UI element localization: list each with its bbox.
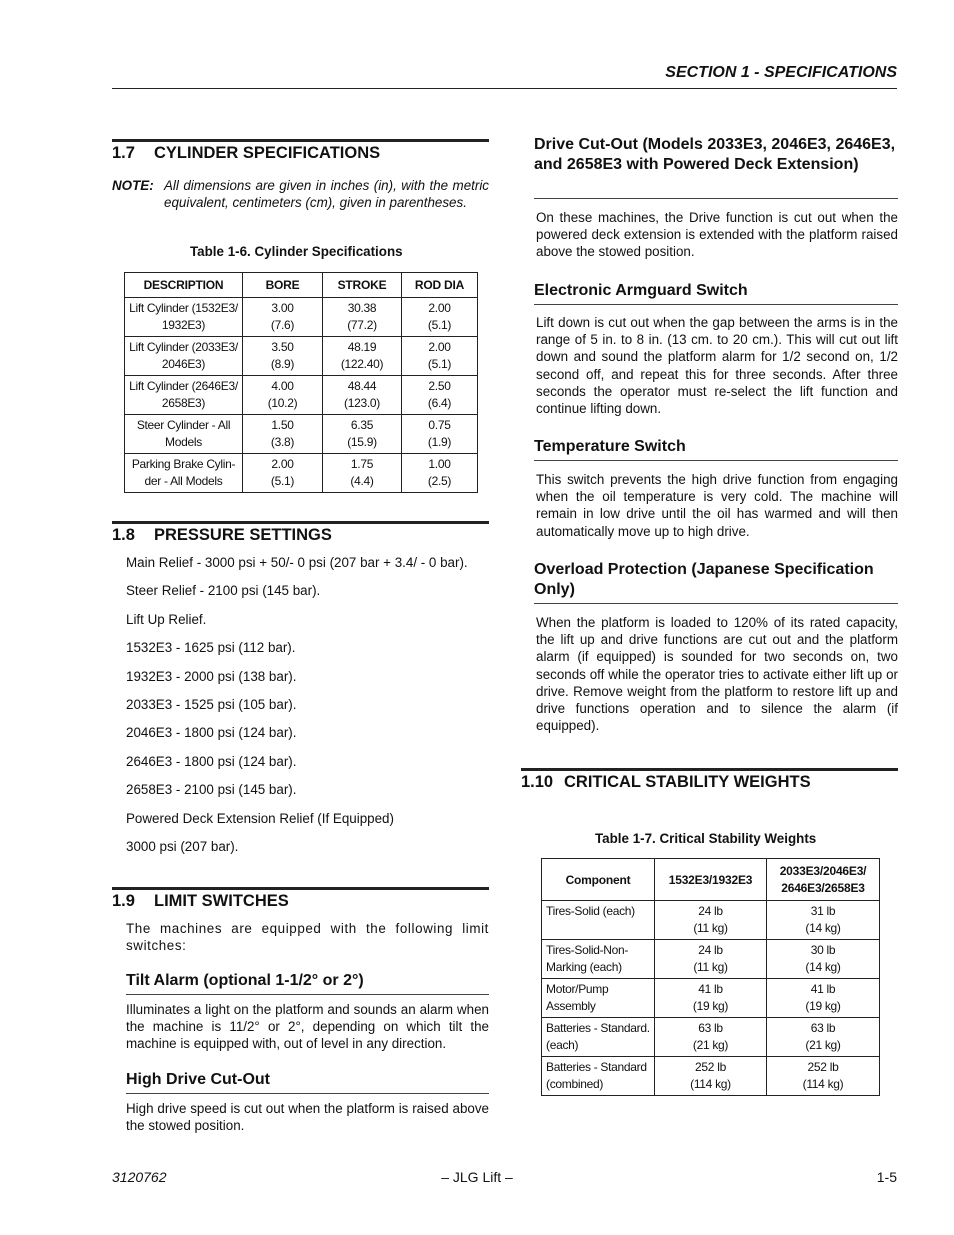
cell-line: 63 lb: [810, 1021, 836, 1035]
cell-line: Batteries - Standard: [546, 1060, 647, 1074]
table-row: [125, 337, 478, 376]
subheading-rule: [534, 304, 898, 305]
temperature-text: This switch prevents the high drive function from engaging when the oil temperature is very cold. The machine will remain in low drive until the oil has warmed and will then automatically move up to high drive.: [536, 472, 898, 539]
pressure-line: Powered Deck Extension Relief (If Equipped): [126, 811, 394, 826]
column-header: ROD DIA: [402, 273, 478, 298]
section-heading-stability: [521, 773, 811, 792]
pressure-line: Steer Relief - 2100 psi (145 bar).: [126, 583, 321, 598]
cell-line: (122.40): [340, 357, 384, 371]
cell-line: Models: [165, 435, 202, 449]
cell-weight-large: [767, 1057, 880, 1096]
table-row: [125, 376, 478, 415]
cell-line: (5.1): [427, 357, 452, 371]
pressure-line: 2046E3 - 1800 psi (124 bar).: [126, 725, 297, 740]
pressure-line: 2646E3 - 1800 psi (124 bar).: [126, 754, 297, 769]
cell-line: 2.00: [428, 301, 451, 315]
cell-line: (114 kg): [802, 1077, 844, 1091]
cell-line: (21 kg): [692, 1038, 729, 1052]
pressure-line: Main Relief - 3000 psi + 50/- 0 psi (207 bar + 3.4/ - 0 bar).: [126, 555, 468, 570]
header-line: 2033E3/2046E3/: [779, 863, 867, 878]
cell-line: 2046E3): [161, 357, 206, 371]
cell-line: (114 kg): [690, 1077, 731, 1091]
cell-line: (1.9): [427, 435, 452, 449]
cell-line: 41 lb: [810, 982, 836, 996]
cell-line: (15.9): [347, 435, 377, 449]
cell-description: [125, 337, 243, 376]
cell-line: (21 kg): [805, 1038, 841, 1052]
cell-line: 30.38: [347, 301, 377, 315]
cell-line: 48.44: [347, 379, 377, 393]
armguard-text: Lift down is cut out when the gap between the arms is in the range of 5 in. to 8 in. (13 cm. to 20 cm.). This will cut out lift down and sound the platform alarm for 1/2 second on, 1/2 second off, and repeat this for three seconds. After three seconds the operator must re-select the lift function and continue lifting down.: [536, 315, 898, 417]
cell-line: Batteries - Standard.: [546, 1021, 650, 1035]
cell-line: (combined): [546, 1077, 604, 1091]
cell-description: [125, 454, 243, 493]
cell-line: (14 kg): [805, 921, 841, 935]
subheading-high-drive: High Drive Cut-Out: [126, 1071, 270, 1088]
cell-line: 6.35: [350, 418, 374, 432]
cell-line: (11 kg): [693, 921, 728, 935]
section-number: 1.9: [112, 892, 135, 910]
column-header: DESCRIPTION: [125, 273, 243, 298]
subheading-rule: [534, 198, 898, 199]
section-title: CYLINDER SPECIFICATIONS: [154, 144, 381, 162]
table-caption-1-6: Table 1-6. Cylinder Specifications: [190, 244, 403, 259]
cell-line: (8.9): [270, 357, 295, 371]
overload-text: When the platform is loaded to 120% of its rated capacity, the lift up and drive functions are cut out and the platform alarm (if equipped) is sounded for two seconds on, two seconds off while the operator tries to activate either lift up or drive. Remove weight from the platform to restore lift up and drive functions operation and to silence the alarm (if equipped).: [536, 615, 898, 734]
cell-component: [542, 940, 655, 979]
cell-line: Lift Cylinder (2646E3/: [129, 379, 238, 393]
cell-line: (19 kg): [805, 999, 841, 1013]
table-row: [542, 1057, 880, 1096]
section-heading-cylinder: [112, 144, 380, 163]
cell-line: Tires-Solid (each): [546, 904, 635, 918]
cell-line: (123.0): [344, 396, 380, 410]
cell-rod-dia: [402, 454, 478, 493]
footer-brand: – JLG Lift –: [441, 1169, 513, 1185]
cell-line: 63 lb: [698, 1021, 723, 1035]
subheading-rule: [534, 603, 898, 604]
header-rule: [112, 88, 897, 89]
table-row: [125, 454, 478, 493]
stability-weights-table: [541, 858, 880, 1096]
section-header-title: SECTION 1 - SPECIFICATIONS: [665, 64, 897, 81]
cell-line: 30 lb: [810, 943, 836, 957]
cell-bore: [243, 415, 323, 454]
column-header: Component: [542, 859, 655, 901]
cell-stroke: [323, 454, 402, 493]
cell-line: (5.1): [427, 318, 452, 332]
cell-rod-dia: [402, 298, 478, 337]
section-heading-pressure: [112, 526, 332, 545]
column-header: 1532E3/1932E3: [655, 859, 767, 901]
cell-line: Lift Cylinder (2033E3/: [129, 340, 238, 354]
cell-line: 1.50: [271, 418, 294, 432]
cell-line: 3.00: [271, 301, 294, 315]
cell-line: Parking Brake Cylin-: [131, 457, 236, 471]
cell-stroke: [323, 376, 402, 415]
section-number: 1.10: [521, 773, 554, 791]
cell-line: Marking (each): [546, 960, 622, 974]
table-row: [542, 901, 880, 940]
cell-line: 1932E3): [161, 318, 206, 332]
cell-line: (5.1): [270, 474, 295, 488]
cell-description: [125, 298, 243, 337]
table-row: [542, 940, 880, 979]
cell-line: 4.00: [271, 379, 294, 393]
table-row: [125, 415, 478, 454]
cell-weight-small: [655, 940, 767, 979]
cell-line: (11 kg): [693, 960, 728, 974]
table-row: [542, 1018, 880, 1057]
cell-line: 1.00: [428, 457, 451, 471]
cell-line: (14 kg): [805, 960, 841, 974]
cell-line: Assembly: [546, 999, 596, 1013]
table-header-row: [542, 859, 880, 901]
cell-bore: [243, 337, 323, 376]
note-block: [112, 177, 489, 231]
cell-weight-small: [655, 1018, 767, 1057]
section-rule-1-10: [521, 768, 898, 771]
cylinder-spec-table: [124, 272, 478, 493]
cell-line: (19 kg): [692, 999, 729, 1013]
cell-line: 2.50: [428, 379, 451, 393]
cell-line: (10.2): [267, 396, 298, 410]
cell-weight-small: [655, 901, 767, 940]
pressure-line: 3000 psi (207 bar).: [126, 839, 239, 854]
cell-line: 31 lb: [810, 904, 836, 918]
cell-line: 2658E3): [161, 396, 206, 410]
cell-line: 0.75: [428, 418, 451, 432]
cell-line: (7.6): [270, 318, 295, 332]
subheading-rule: [126, 994, 489, 995]
subheading-drive-cutout: Drive Cut-Out (Models 2033E3, 2046E3, 2646E3, and 2658E3 with Powered Deck Extension): [534, 136, 896, 173]
cell-line: 41 lb: [698, 982, 723, 996]
cell-line: 48.19: [347, 340, 377, 354]
cell-component: [542, 979, 655, 1018]
cell-line: Lift Cylinder (1532E3/: [129, 301, 238, 315]
cell-line: 252 lb: [807, 1060, 839, 1074]
drive-cutout-text: On these machines, the Drive function is cut out when the powered deck extension is extended with the platform raised above the stowed position.: [536, 210, 898, 260]
cell-weight-small: [655, 1057, 767, 1096]
cell-description: [125, 376, 243, 415]
cell-line: 3.50: [271, 340, 294, 354]
column-header: STROKE: [323, 273, 402, 298]
cell-component: [542, 1018, 655, 1057]
subheading-tilt-alarm: Tilt Alarm (optional 1-1/2° or 2°): [126, 972, 364, 989]
cell-line: (each): [546, 1038, 579, 1052]
cell-line: der - All Models: [144, 474, 223, 488]
cell-line: 1.75: [350, 457, 374, 471]
cell-weight-large: [767, 1018, 880, 1057]
cell-component: [542, 901, 655, 940]
note-text: All dimensions are given in inches (in), with the metric equivalent, centimeters (cm), given in parentheses.: [164, 178, 489, 211]
high-drive-text: High drive speed is cut out when the platform is raised above the stowed position.: [126, 1101, 489, 1134]
section-heading-limit: [112, 892, 289, 911]
cell-line: Tires-Solid-Non-: [546, 943, 629, 957]
cell-bore: [243, 376, 323, 415]
pressure-line: 2658E3 - 2100 psi (145 bar).: [126, 782, 297, 797]
cell-weight-large: [767, 979, 880, 1018]
section-number: 1.7: [112, 144, 135, 162]
cell-line: (4.4): [350, 474, 374, 488]
pressure-line: 1532E3 - 1625 psi (112 bar).: [126, 640, 296, 655]
header-line: 2646E3/2658E3: [781, 880, 865, 895]
section-rule-1-9: [112, 887, 489, 890]
cell-rod-dia: [402, 376, 478, 415]
cell-rod-dia: [402, 337, 478, 376]
cell-line: 2.00: [271, 457, 294, 471]
cell-line: 24 lb: [698, 904, 723, 918]
pressure-line: 2033E3 - 1525 psi (105 bar).: [126, 697, 297, 712]
tilt-alarm-text: Illuminates a light on the platform and sounds an alarm when the machine is 11/2° or 2°, depending on which tilt the machine is equipped with, out of level in any direction.: [126, 1002, 489, 1052]
cell-weight-small: [655, 979, 767, 1018]
table-header-row: [125, 273, 478, 298]
page-number: 1-5: [876, 1169, 897, 1185]
subheading-armguard: Electronic Armguard Switch: [534, 282, 748, 299]
section-rule-1-8: [112, 521, 489, 524]
section-title: PRESSURE SETTINGS: [154, 526, 332, 544]
table-caption-1-7: Table 1-7. Critical Stability Weights: [595, 831, 817, 846]
cell-line: Motor/Pump: [546, 982, 609, 996]
subheading-rule: [534, 460, 898, 461]
subheading-overload: Overload Protection (Japanese Specification Only): [534, 561, 874, 598]
cell-line: (3.8): [270, 435, 295, 449]
section-title: CRITICAL STABILITY WEIGHTS: [564, 773, 811, 791]
cell-description: [125, 415, 243, 454]
cell-line: (6.4): [427, 396, 452, 410]
table-row: [125, 298, 478, 337]
cell-stroke: [323, 415, 402, 454]
cell-line: 24 lb: [698, 943, 723, 957]
subheading-temperature: Temperature Switch: [534, 438, 686, 455]
cell-bore: [243, 454, 323, 493]
column-header: BORE: [243, 273, 323, 298]
note-label: NOTE:: [112, 178, 154, 193]
subheading-rule: [126, 1093, 489, 1094]
pressure-line: 1932E3 - 2000 psi (138 bar).: [126, 669, 297, 684]
section-rule-1-7: [112, 139, 489, 142]
column-header: [767, 859, 880, 901]
table-row: [542, 979, 880, 1018]
document-number: 3120762: [112, 1169, 167, 1185]
cell-component: [542, 1057, 655, 1096]
cell-weight-large: [767, 901, 880, 940]
section-number: 1.8: [112, 526, 135, 544]
cell-line: (77.2): [347, 318, 377, 332]
cell-rod-dia: [402, 415, 478, 454]
pressure-line: Lift Up Relief.: [126, 612, 207, 627]
cell-line: 2.00: [428, 340, 451, 354]
section-title: LIMIT SWITCHES: [154, 892, 289, 910]
cell-stroke: [323, 298, 402, 337]
cell-line: (2.5): [427, 474, 452, 488]
cell-bore: [243, 298, 323, 337]
limit-intro: The machines are equipped with the following limit switches:: [126, 921, 489, 954]
cell-line: Steer Cylinder - All: [136, 418, 231, 432]
cell-line: 252 lb: [695, 1060, 726, 1074]
cell-weight-large: [767, 940, 880, 979]
cell-stroke: [323, 337, 402, 376]
